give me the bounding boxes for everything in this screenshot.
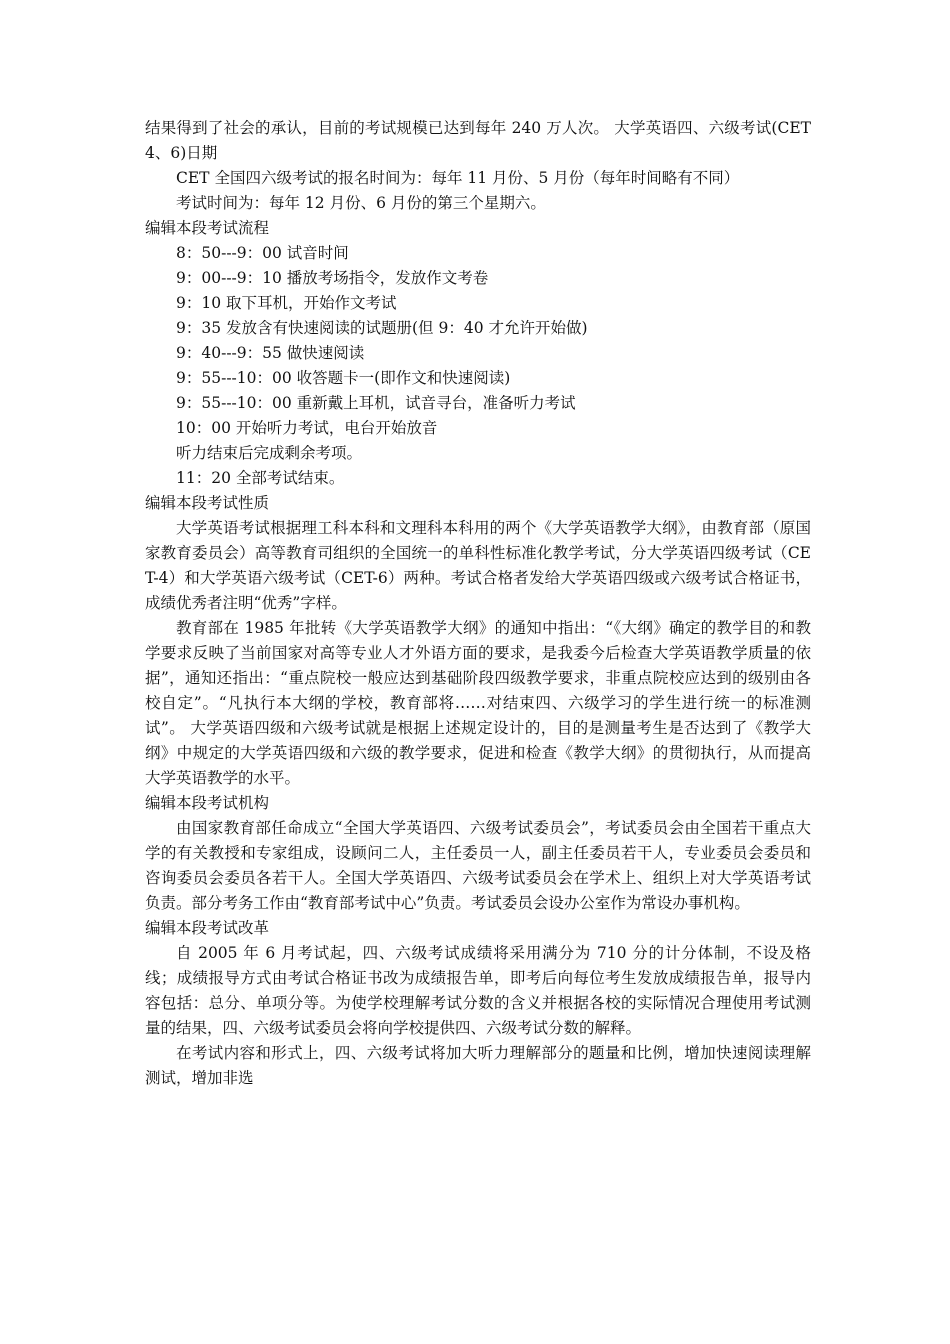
schedule-item: 10：00 开始听力考试，电台开始放音: [176, 419, 438, 437]
body-paragraph: 大学英语考试根据理工科本科和文理科本科用的两个《大学英语教学大纲》，由教育部（原国家教育委员会）高等教育司组织的全国统一的单科性标准化教学考试，分大学英语四级考试（CET-4）和大学英语六级考试（CET-6）两种。考试合格者发给大学英语四级或六级考试合格证书，成绩优秀者注明“优秀”字样。: [145, 519, 811, 612]
section-heading-exam-reform: 编辑本段考试改革: [145, 919, 270, 937]
body-paragraph: 在考试内容和形式上，四、六级考试将加大听力理解部分的题量和比例，增加快速阅读理解测试，增加非选: [145, 1044, 811, 1087]
intro-paragraph: 结果得到了社会的承认，目前的考试规模已达到每年 240 万人次。 大学英语四、六级考试(CET4、6)日期: [145, 119, 811, 162]
body-paragraph: 由国家教育部任命成立“全国大学英语四、六级考试委员会”，考试委员会由全国若干重点大学的有关教授和专家组成，设顾问二人，主任委员一人，副主任委员若干人，专业委员会委员和咨询委员会委员各若干人。全国大学英语四、六级考试委员会在学术上、组织上对大学英语考试负责。部分考务工作由“教育部考试中心”负责。考试委员会设办公室作为常设办事机构。: [145, 819, 811, 912]
exam-time-paragraph: 考试时间为：每年 12 月份、6 月份的第三个星期六。: [176, 194, 546, 212]
section-heading-exam-process: 编辑本段考试流程: [145, 219, 270, 237]
body-paragraph: 教育部在 1985 年批转《大学英语教学大纲》的通知中指出：“《大纲》确定的教学目的和教学要求反映了当前国家对高等专业人才外语方面的要求，是我委今后检查大学英语教学质量的依据”，通知还指出：“重点院校一般应达到基础阶段四级教学要求，非重点院校应达到的级别由各校自定”。“凡执行本大纲的学校，教育部将……对结束四、六级学习的学生进行统一的标准测试”。 大学英语四级和六级考试就是根据上述规定设计的，目的是测量考生是否达到了《教学大纲》中规定的大学英语四级和六级的教学要求，促进和检查《教学大纲》的贯彻执行，从而提高大学英语教学的水平。: [145, 619, 811, 787]
schedule-item: 9：40---9：55 做快速阅读: [176, 344, 365, 362]
schedule-item: 9：55---10：00 收答题卡一(即作文和快速阅读): [176, 369, 511, 387]
schedule-item: 8：50---9：00 试音时间: [176, 244, 349, 262]
section-heading-exam-nature: 编辑本段考试性质: [145, 494, 270, 512]
document-body: [145, 116, 811, 1091]
registration-time-paragraph: CET 全国四六级考试的报名时间为：每年 11 月份、5 月份（每年时间略有不同）: [176, 169, 740, 187]
schedule-item: 9：00---9：10 播放考场指令，发放作文考卷: [176, 269, 489, 287]
body-paragraph: 自 2005 年 6 月考试起，四、六级考试成绩将采用满分为 710 分的计分体制，不设及格线；成绩报导方式由考试合格证书改为成绩报告单，即考后向每位考生发放成绩报告单，报导内容包括：总分、单项分等。为使学校理解考试分数的含义并根据各校的实际情况合理使用考试测量的结果，四、六级考试委员会将向学校提供四、六级考试分数的解释。: [145, 944, 811, 1037]
section-heading-exam-organization: 编辑本段考试机构: [145, 794, 270, 812]
schedule-item: 9：10 取下耳机，开始作文考试: [176, 294, 397, 312]
schedule-item: 11：20 全部考试结束。: [176, 469, 345, 487]
schedule-item: 9：35 发放含有快速阅读的试题册(但 9：40 才允许开始做): [176, 319, 588, 337]
schedule-item: 9：55---10：00 重新戴上耳机，试音寻台，准备听力考试: [176, 394, 576, 412]
schedule-item: 听力结束后完成剩余考项。: [176, 444, 363, 462]
